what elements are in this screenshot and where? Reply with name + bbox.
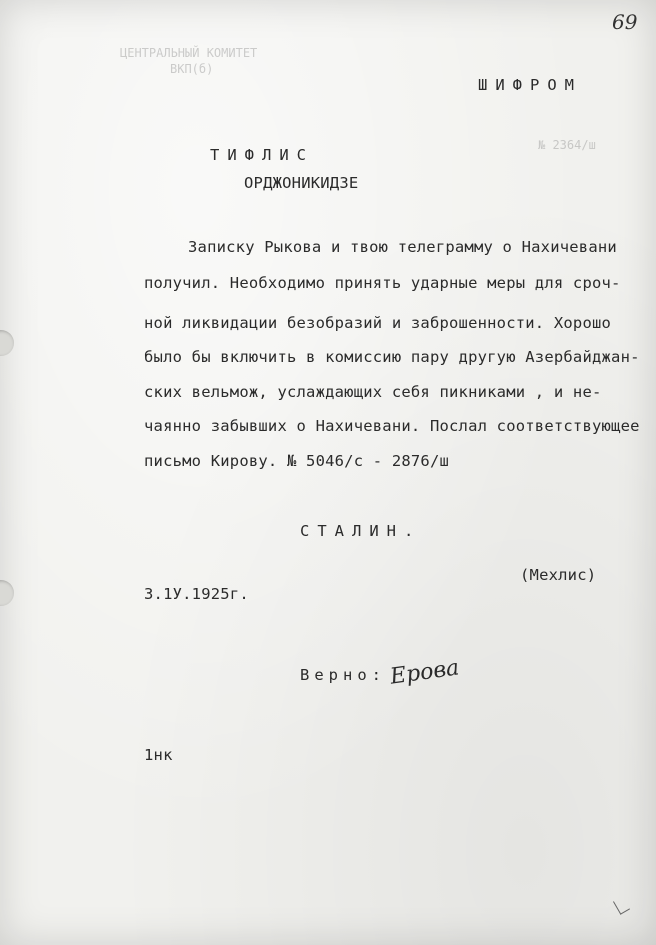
verno-signature: Ерова [388, 655, 461, 690]
header-cipher: ШИФРОМ [478, 76, 582, 94]
binder-hole-bottom [0, 580, 14, 606]
body-line-1: Записку Рыкова и твою телеграмму о Нахичевани [188, 238, 617, 256]
recipient-city: ТИФЛИС [210, 146, 314, 164]
signature-name: СТАЛИН. [300, 522, 422, 540]
page-number: 69 [612, 10, 638, 34]
body-line-6: чаянно забывших о Нахичевани. Послал соответствующее [144, 417, 640, 435]
recipient-name: ОРДЖОНИКИДЗЕ [244, 174, 359, 192]
document-date: 3.1У.1925г. [144, 585, 249, 603]
copies-note: 1нк [144, 746, 173, 764]
body-line-2: получил. Необходимо принять ударные меры для сроч- [144, 274, 621, 292]
body-line-4: было бы включить в комиссию пару другую Азербайджан- [144, 348, 640, 366]
stamp-line-1: ЦЕНТРАЛЬНЫЙ КОМИТЕТ [120, 46, 258, 60]
check-mark-icon [613, 896, 630, 914]
verno-label: Верно: [300, 666, 386, 684]
binder-hole-top [0, 330, 14, 356]
copy-author: (Мехлис) [520, 566, 597, 584]
stamp-side-mark: № 2364/ш [538, 138, 596, 152]
body-line-3: ной ликвидации безобразий и заброшенности. Хорошо [144, 314, 612, 332]
stamp-line-2: ВКП(б) [170, 62, 214, 76]
body-line-5: ских вельмож, услаждающих себя пикниками , и не- [144, 383, 602, 401]
body-line-7: письмо Кирову. № 5046/с - 2876/ш [144, 452, 450, 470]
